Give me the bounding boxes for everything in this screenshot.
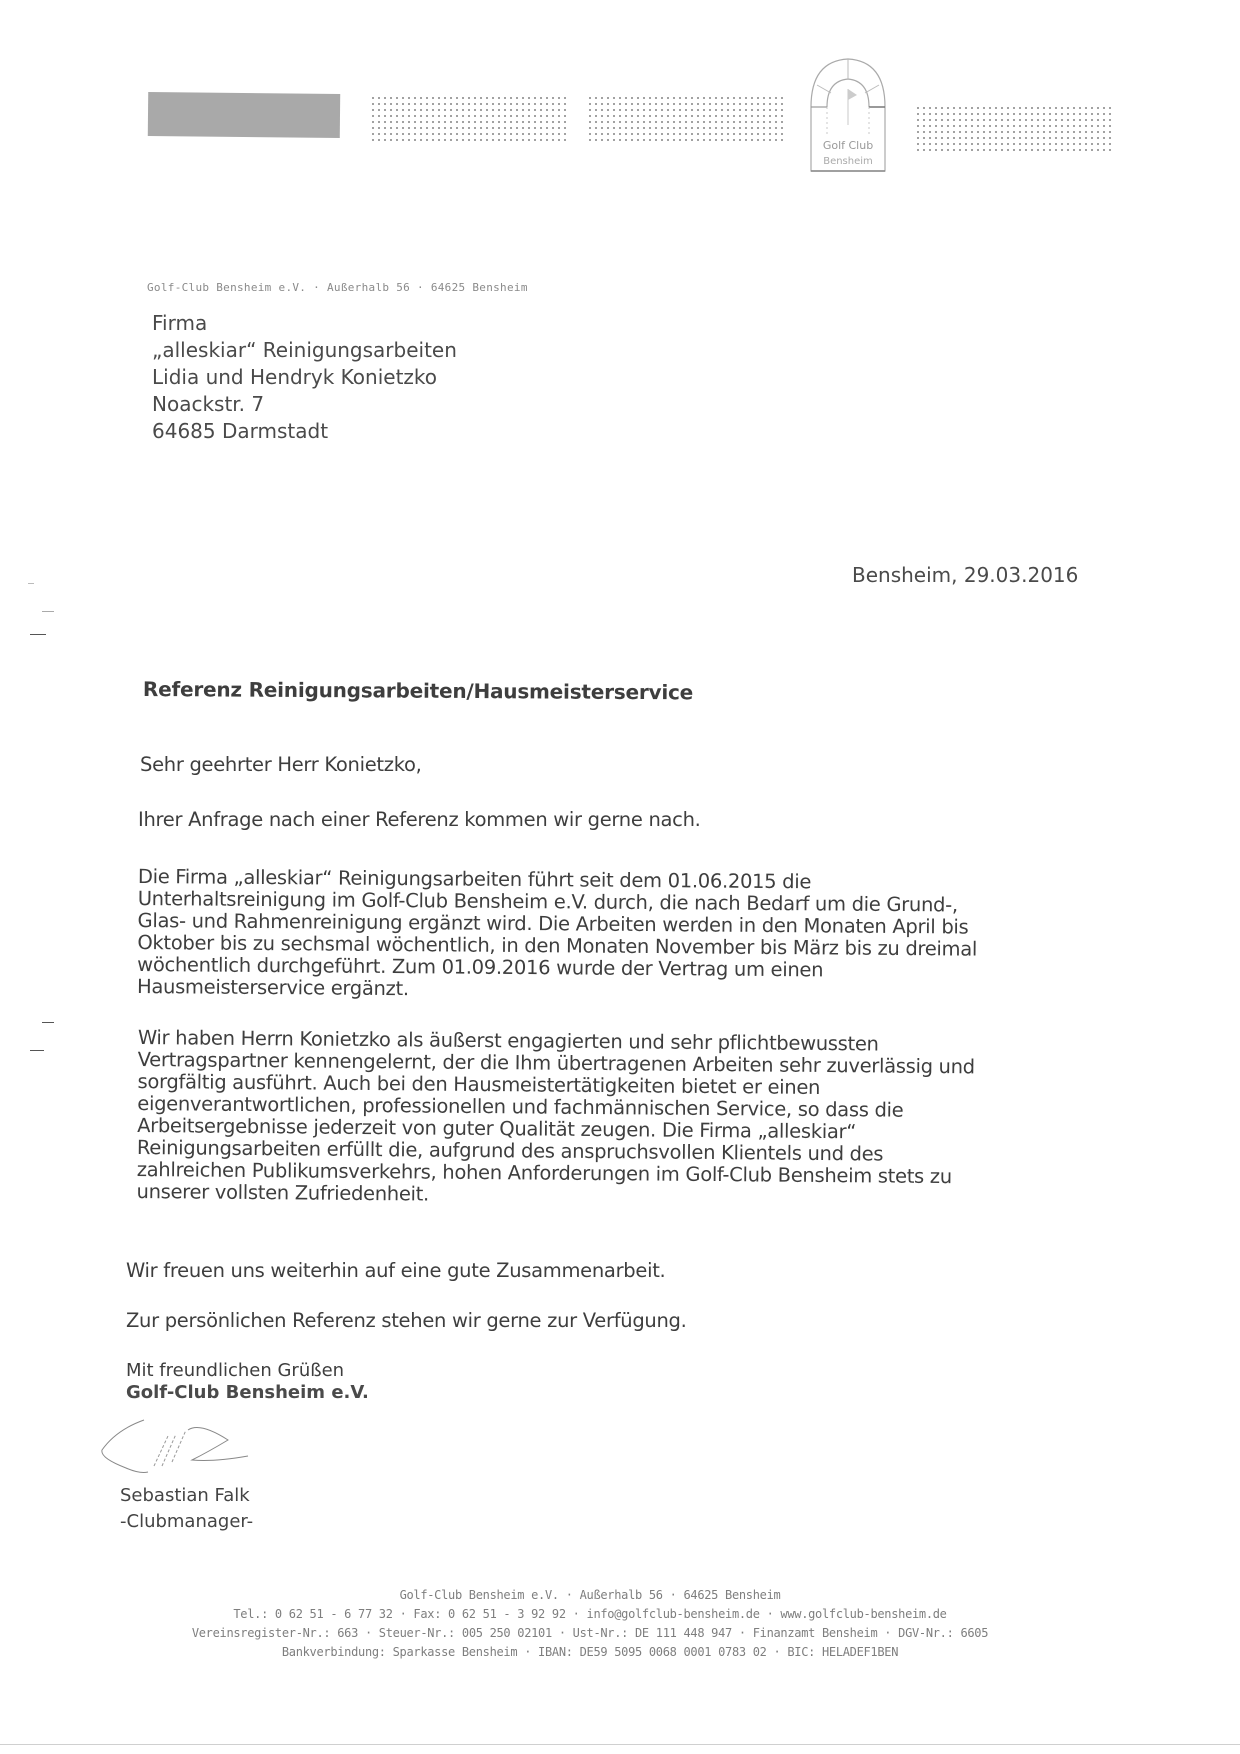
svg-text:Golf Club: Golf Club: [822, 139, 874, 152]
arch-window-logo-icon: [805, 55, 891, 175]
salutation: Sehr geehrter Herr Konietzko,: [140, 753, 422, 776]
body-paragraph-5: Zur persönlichen Referenz stehen wir gerne zur Verfügung.: [126, 1309, 687, 1332]
fold-mark: [42, 1022, 54, 1023]
body-paragraph-4: Wir freuen uns weiterhin auf eine gute Zusammenarbeit.: [126, 1259, 666, 1282]
punch-mark: [30, 1050, 44, 1051]
recipient-line: Firma: [152, 311, 208, 335]
recipient-company: „alleskiar“ Reinigungsarbeiten: [152, 338, 457, 362]
body-paragraph-1: Ihrer Anfrage nach einer Referenz kommen wir gerne nach.: [138, 808, 701, 831]
letter-subject: Referenz Reinigungsarbeiten/Hausmeisterservice: [142, 677, 694, 705]
body-paragraph-2: Die Firma „alleskiar“ Reinigungsarbeiten führt seit dem 01.06.2015 die Unterhaltsreinigung im Golf-Club Bensheim e.V. durch, die nach Bedarf um die Grund-, Glas- und Rahmenreinigung ergänzt wird. Die Arbeiten werden in den Monaten April bis Oktober bis zu sechsmal wöchentlich, in den Monaten November bis März bis zu dreimal wöchentlich durchgeführt. Zum 01.09.2016 wurde der Vertrag um einen Hausmeisterservice ergänzt.: [136, 865, 978, 1001]
margin-mark: [28, 583, 34, 584]
footer-registry: Vereinsregister-Nr.: 663 · Steuer-Nr.: 005 250 02101 · Ust-Nr.: DE 111 448 947 · Finanzamt Bensheim · DGV-Nr.: 6605: [191, 1626, 989, 1640]
golf-club-logo: [805, 55, 891, 175]
svg-text:Bensheim: Bensheim: [823, 156, 873, 167]
fold-mark: [30, 634, 46, 635]
footer-address: Golf-Club Bensheim e.V. · Außerhalb 56 · 64625 Bensheim: [399, 1588, 781, 1602]
closing-organization: Golf-Club Bensheim e.V.: [126, 1382, 369, 1403]
closing-block: [126, 1360, 369, 1404]
letter-footer: [130, 1586, 1050, 1662]
footer-bank: Bankverbindung: Sparkasse Bensheim · IBAN: DE59 5095 0068 0001 0783 02 · BIC: HELADEF1BEN: [281, 1645, 899, 1659]
letterhead-dot-pattern: [370, 95, 566, 143]
signer-block: [120, 1483, 253, 1535]
body-paragraph-3: Wir haben Herrn Konietzko als äußerst engagierten und sehr pflichtbewussten Vertragspartner kennengelernt, der die Ihm übertragenen Arbeiten sehr zuverlässig und sorgfältig ausführt. Auch bei den Hausmeistertätigkeiten bietet er einen eigenverantwortlichen, professionellen und fachmännischen Service, so dass die Arbeitsergebnisse jederzeit von guter Qualität zeugen. Die Firma „alleskiar“ Reinigungsarbeiten erfüllt die, aufgrund des anspruchsvollen Klientels und des zahlreichen Publikumsverkehrs, hohen Anforderungen im Golf-Club Bensheim stets zu unserer vollsten Zufriedenheit.: [136, 1026, 975, 1206]
letter-date: Bensheim, 29.03.2016: [852, 563, 1079, 587]
scan-edge-line: [0, 1744, 1240, 1745]
letterhead-dot-pattern: [915, 105, 1111, 153]
footer-contact: Tel.: 0 62 51 - 6 77 32 · Fax: 0 62 51 - 3 92 92 · info@golfclub-bensheim.de · www.golfclub-bensheim.de: [233, 1607, 947, 1621]
recipient-names: Lidia und Hendryk Konietzko: [152, 365, 438, 389]
signer-title: -Clubmanager-: [120, 1511, 254, 1532]
closing-greeting: Mit freundlichen Grüßen: [126, 1360, 345, 1381]
recipient-address: [152, 310, 457, 445]
margin-mark: [42, 611, 54, 612]
recipient-city: 64685 Darmstadt: [152, 419, 329, 443]
sender-return-address: Golf-Club Bensheim e.V. · Außerhalb 56 · 64625 Bensheim: [147, 281, 528, 294]
handwritten-signature: [96, 1410, 276, 1490]
signer-name: Sebastian Falk: [120, 1485, 250, 1506]
letterhead-dot-pattern: [587, 95, 783, 143]
recipient-street: Noackstr. 7: [152, 392, 265, 416]
letterhead-gray-bar: [148, 92, 340, 138]
signature-icon: [96, 1410, 276, 1490]
